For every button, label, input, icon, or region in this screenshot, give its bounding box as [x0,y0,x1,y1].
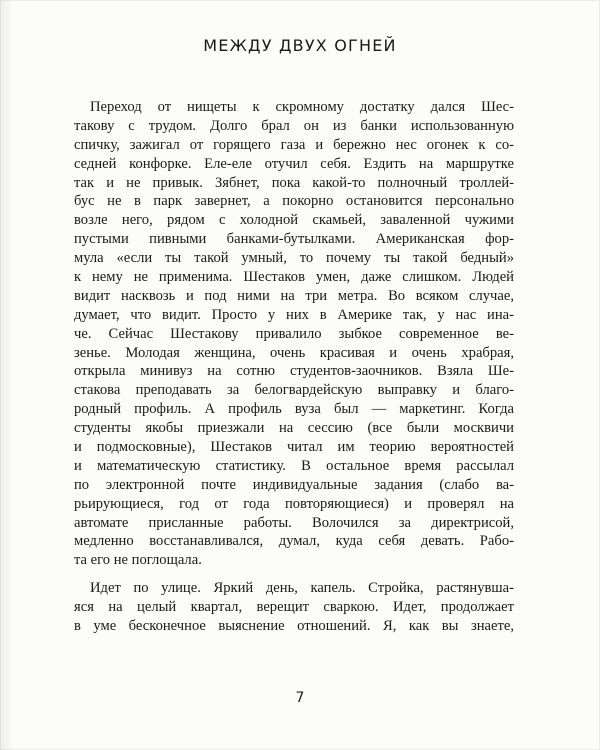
text-line: думает, что видит. Просто у них в Америке так, у нас ина- [74,306,514,323]
text-line: видит насквозь и под ними на три метра. Во всяком случае, [74,287,514,304]
text-line: студенты якобы приезжали на сессию (все были москвичи [74,420,514,437]
text-line: и математическую статистику. В остальное время рассылал [74,457,514,474]
text-line: открыла минивуз на сотню студентов-заочников. Взяла Ше- [74,363,514,380]
text-line: в уме бесконечное выяснение отношений. Я, как вы знаете, [74,618,514,635]
page-number: 7 [295,690,305,706]
chapter-title: МЕЖДУ ДВУХ ОГНЕЙ [203,36,397,55]
text-line: по электронной почте индивидуальные задания (слабо ва- [74,476,514,493]
paragraph-2 [74,579,514,636]
text-line: Идет по улице. Яркий день, капель. Стройка, растянувша- [90,580,514,597]
text-line: и подмосковные), Шестаков читал им теорию вероятностей [74,439,514,456]
paragraph-1 [74,98,514,570]
text-line: такову с трудом. Долго брал он из банки использованную [74,117,514,134]
text-line: Переход от нищеты к скромному достатку дался Шес- [90,99,514,115]
text-line: бус не в парк завернет, а покорно остановится персонально [74,193,514,210]
text-line: стакова преподавать за белогвардейскую выправку и благо- [74,382,514,399]
text-line: рьирующиеся, год от года повторяющиеся) и проверял на [74,495,514,512]
text-line: мула «если ты такой умный, то почему ты такой бедный» [74,250,514,267]
text-line: пустыми пивными банками-бутылками. Американская фор- [74,231,514,248]
text-line: зенье. Молодая женщина, очень красивая и очень храбрая, [74,344,514,361]
text-line: та его не поглощала. [74,552,202,569]
text-line: яся на целый квартал, верещит сваркою. Идет, продолжает [74,599,514,616]
text-line: седней конфорке. Еле-еле отучил себя. Ездить на маршрутке [74,155,514,172]
text-line: родный профиль. А профиль вуза был — маркетинг. Когда [74,401,514,418]
text-line: так и не привык. Зябнет, пока какой-то полночный троллей- [74,174,514,191]
body-text [74,98,514,636]
text-line: возле него, рядом с холодной скамьей, заваленной чужими [74,212,514,229]
text-line: к нему не применима. Шестаков умен, даже слишком. Людей [74,269,514,286]
text-line: медленно восстанавливался, думал, куда себя девать. Рабо- [74,533,514,550]
text-line: че. Сейчас Шестакову привалило зыбкое современное ве- [74,325,514,342]
paragraph-gap [74,570,514,579]
text-line: спичку, зажигал от горящего газа и бережно нес огонек к со- [74,136,514,153]
text-line: автомате присланные работы. Волочился за директрисой, [74,514,514,531]
